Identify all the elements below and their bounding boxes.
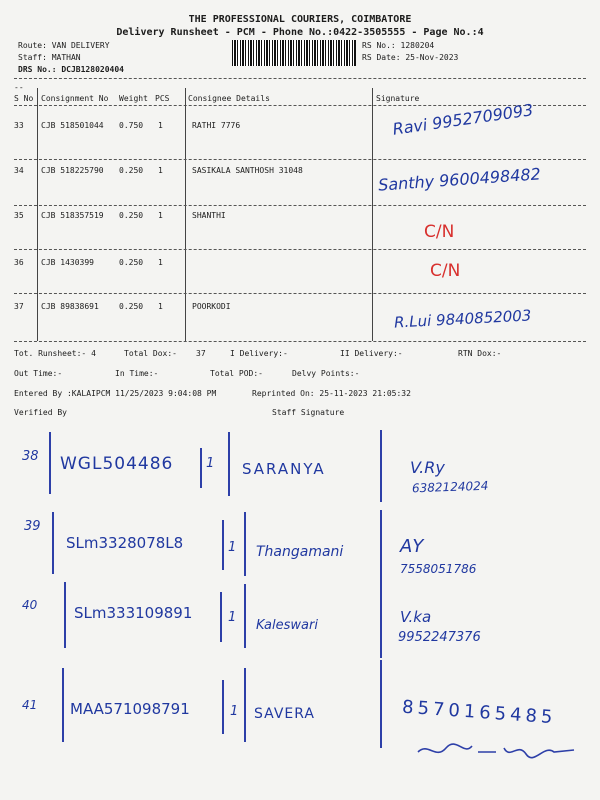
hw-signature: V.ka bbox=[400, 608, 432, 626]
drs-number: DRS No.: DCJB128020404 bbox=[18, 65, 124, 74]
col-header-weight: Weight bbox=[119, 94, 148, 103]
verified-by: Verified By bbox=[14, 408, 67, 417]
hw-consignment: MAA571098791 bbox=[70, 700, 190, 718]
row-signature: Santhy 9600498482 bbox=[377, 164, 542, 195]
hw-name: SARANYA bbox=[242, 460, 326, 478]
column-rule bbox=[185, 88, 186, 341]
hw-signature: V.Ry bbox=[410, 458, 445, 477]
divider bbox=[14, 159, 586, 160]
hw-number: 41 bbox=[22, 698, 38, 712]
row-signature: Ravi 9952709093 bbox=[391, 100, 535, 139]
reprinted-on: Reprinted On: 25-11-2023 21:05:32 bbox=[252, 389, 411, 398]
tot-runsheet: Tot. Runsheet:- 4 bbox=[14, 349, 96, 358]
rs-date: RS Date: 25-Nov-2023 bbox=[362, 53, 459, 62]
signature-scribble bbox=[414, 738, 584, 764]
row-consignee: SHANTHI bbox=[192, 211, 226, 220]
col-header-pcs: PCS bbox=[155, 94, 170, 103]
hw-number: 39 bbox=[24, 519, 41, 534]
hand-rule bbox=[244, 584, 246, 648]
rs-number: RS No.: 1280204 bbox=[362, 41, 435, 50]
row-consignment: CJB 89838691 bbox=[41, 302, 99, 311]
row-pcs: 1 bbox=[158, 258, 163, 267]
hw-number: 38 bbox=[22, 449, 39, 464]
total-pod: Total POD:- bbox=[210, 369, 263, 378]
hw-phone: 6382124024 bbox=[411, 478, 489, 496]
hw-name: Thangamani bbox=[256, 544, 344, 560]
row-weight: 0.250 bbox=[119, 258, 144, 267]
hw-pcs: 1 bbox=[230, 704, 239, 719]
hw-signature: AY bbox=[400, 536, 424, 557]
staff-signature: Staff Signature bbox=[272, 408, 345, 417]
table-lead: -- bbox=[14, 83, 24, 92]
hand-rule bbox=[380, 510, 382, 582]
hw-name: Kaleswari bbox=[256, 618, 318, 633]
divider bbox=[14, 249, 586, 250]
hw-phone: 9952247376 bbox=[398, 630, 481, 645]
hand-rule bbox=[222, 680, 224, 734]
hw-consignment: SLm333109891 bbox=[74, 604, 193, 622]
hand-rule bbox=[380, 430, 382, 502]
total-dox-value: 37 bbox=[196, 349, 206, 358]
i-delivery: I Delivery:- bbox=[230, 349, 288, 358]
entered-by: Entered By :KALAIPCM 11/25/2023 9:04:08 PM bbox=[14, 389, 217, 398]
col-header-sno: S No bbox=[14, 94, 34, 103]
hand-rule bbox=[228, 432, 230, 496]
route-label: Route: VAN DELIVERY bbox=[18, 41, 110, 50]
row-sno: 37 bbox=[14, 302, 24, 311]
out-time: Out Time:- bbox=[14, 369, 63, 378]
row-pcs: 1 bbox=[158, 121, 163, 130]
row-consignee: RATHI 7776 bbox=[192, 121, 241, 130]
row-pcs: 1 bbox=[158, 166, 163, 175]
hw-pcs: 1 bbox=[228, 540, 237, 555]
row-sno: 34 bbox=[14, 166, 24, 175]
hand-rule bbox=[64, 582, 66, 648]
hand-rule bbox=[222, 520, 224, 570]
hand-rule bbox=[380, 582, 382, 658]
staff-label: Staff: MATHAN bbox=[18, 53, 81, 62]
hw-number: 40 bbox=[22, 598, 38, 612]
row-pcs: 1 bbox=[158, 302, 163, 311]
hw-pcs: 1 bbox=[206, 456, 215, 471]
row-signature: C/N bbox=[430, 261, 461, 281]
hw-consignment: SLm3328078L8 bbox=[66, 534, 184, 552]
divider bbox=[14, 341, 586, 342]
col-header-signature: Signature bbox=[376, 94, 420, 103]
col-header-consignment: Consignment No bbox=[41, 94, 109, 103]
row-weight: 0.750 bbox=[119, 121, 144, 130]
delvy-points: Delvy Points:- bbox=[292, 369, 360, 378]
hand-rule bbox=[244, 512, 246, 576]
divider bbox=[14, 293, 586, 294]
hand-rule bbox=[52, 512, 54, 574]
row-pcs: 1 bbox=[158, 211, 163, 220]
row-sno: 35 bbox=[14, 211, 24, 220]
row-consignment: CJB 518357519 bbox=[41, 211, 104, 220]
row-signature: C/N bbox=[424, 222, 455, 242]
row-signature: R.Lui 9840852003 bbox=[393, 306, 532, 332]
company-title: THE PROFESSIONAL COURIERS, COIMBATORE bbox=[188, 14, 412, 25]
divider bbox=[14, 205, 586, 206]
barcode bbox=[232, 40, 356, 66]
hand-rule bbox=[380, 660, 382, 748]
row-weight: 0.250 bbox=[119, 211, 144, 220]
row-sno: 36 bbox=[14, 258, 24, 267]
hand-rule bbox=[49, 432, 51, 494]
col-header-consignee: Consignee Details bbox=[188, 94, 270, 103]
hw-name: SAVERA bbox=[254, 706, 315, 722]
hand-rule bbox=[244, 668, 246, 742]
row-sno: 33 bbox=[14, 121, 24, 130]
ii-delivery: II Delivery:- bbox=[340, 349, 403, 358]
column-rule bbox=[372, 88, 373, 341]
hw-pcs: 1 bbox=[228, 610, 237, 625]
hand-rule bbox=[220, 592, 222, 642]
hw-consignment: WGL504486 bbox=[60, 454, 174, 474]
divider bbox=[14, 78, 586, 79]
column-rule bbox=[37, 88, 38, 341]
hw-phone: 8570165485 bbox=[401, 696, 558, 729]
total-dox-label: Total Dox:- bbox=[124, 349, 177, 358]
row-consignee: SASIKALA SANTHOSH 31048 bbox=[192, 166, 303, 175]
row-consignment: CJB 518501044 bbox=[41, 121, 104, 130]
row-consignment: CJB 518225790 bbox=[41, 166, 104, 175]
runsheet-subtitle: Delivery Runsheet - PCM - Phone No.:0422-3505555 - Page No.:4 bbox=[116, 27, 484, 38]
hw-phone: 7558051786 bbox=[400, 562, 477, 576]
row-weight: 0.250 bbox=[119, 166, 144, 175]
hand-rule bbox=[62, 668, 64, 742]
row-weight: 0.250 bbox=[119, 302, 144, 311]
row-consignee: POORKODI bbox=[192, 302, 231, 311]
in-time: In Time:- bbox=[115, 369, 159, 378]
hand-rule bbox=[200, 448, 202, 488]
rtn-dox: RTN Dox:- bbox=[458, 349, 502, 358]
row-consignment: CJB 1430399 bbox=[41, 258, 94, 267]
